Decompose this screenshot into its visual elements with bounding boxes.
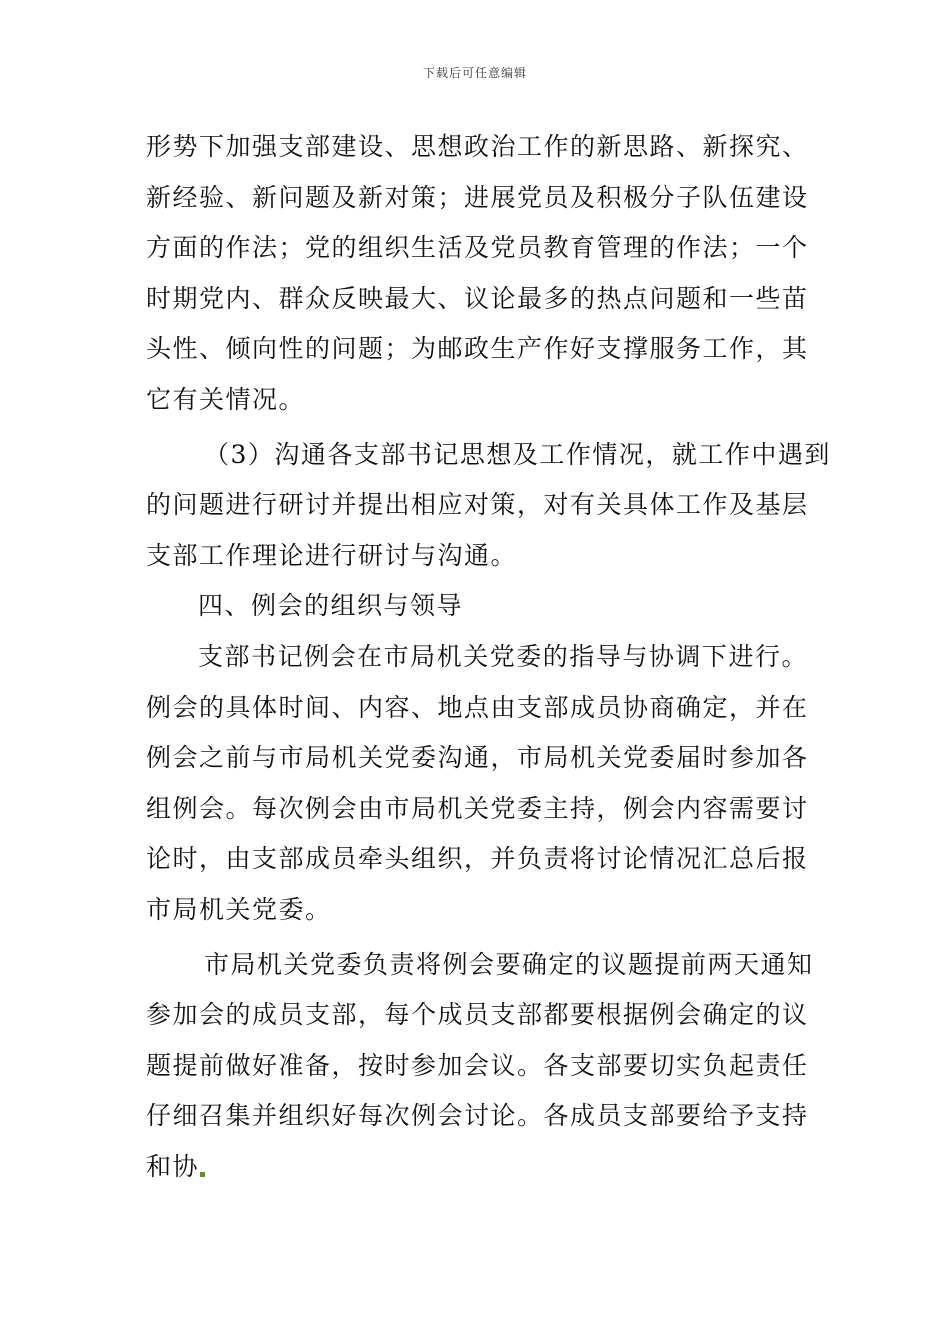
- text-line: 头性、倾向性的问题；为邮政生产作好支撑服务工作，其: [146, 334, 809, 364]
- text-line: 支部工作理论进行研讨与沟通。: [146, 540, 518, 570]
- text-line: 仔细召集并组织好每次例会讨论。各成员支部要给予支持: [146, 1101, 809, 1131]
- final-text: 和协: [146, 1151, 200, 1181]
- text-line: 市局机关党委负责将例会要确定的议题提前两天通知: [204, 949, 814, 979]
- text-line: 例会的具体时间、内容、地点由支部成员协商确定，并在: [146, 692, 809, 722]
- text-line: （3）沟通各支部书记思想及工作情况，就工作中遇到: [204, 439, 831, 469]
- text-line-final: [146, 1142, 808, 1193]
- text-line: 的问题进行研讨并提出相应对策，对有关具体工作及基层: [146, 490, 809, 520]
- paragraph-item-3: [146, 430, 831, 582]
- text-line: 新经验、新问题及新对策；进展党员及积极分子队伍建设: [146, 182, 809, 212]
- text-line: 参加会的成员支部，每个成员支部都要根据例会确定的议: [146, 1000, 809, 1030]
- text-line: 例会之前与市局机关党委沟通，市局机关党委届时参加各: [146, 743, 809, 773]
- text-line: 题提前做好准备，按时参加会议。各支部要切实负起责任: [146, 1050, 809, 1080]
- text-line: 它有关情况。: [146, 384, 306, 414]
- document-body: [146, 122, 831, 1192]
- text-line: 市局机关党委。: [146, 894, 332, 924]
- end-mark-icon: [200, 1172, 205, 1177]
- text-line: 形势下加强支部建设、思想政治工作的新思路、新探究、: [146, 132, 809, 161]
- paragraph-responsibilities: [146, 940, 814, 1193]
- paragraph-work-topics: [146, 122, 808, 426]
- text-line: 支部书记例会在市局机关党委的指导与协调下进行。: [198, 641, 808, 671]
- page-header: 下载后可任意编辑: [422, 66, 527, 80]
- section-heading: 四、例会的组织与领导: [198, 591, 464, 621]
- paragraph-organization: [146, 632, 808, 936]
- text-line: 方面的作法；党的组织生活及党员教育管理的作法；一个: [146, 233, 809, 263]
- text-line: 组例会。每次例会由市局机关党委主持，例会内容需要讨: [146, 793, 809, 823]
- text-line: 论时，由支部成员牵头组织，并负责将讨论情况汇总后报: [146, 844, 809, 874]
- text-line: 时期党内、群众反映最大、议论最多的热点问题和一些苗: [146, 283, 809, 313]
